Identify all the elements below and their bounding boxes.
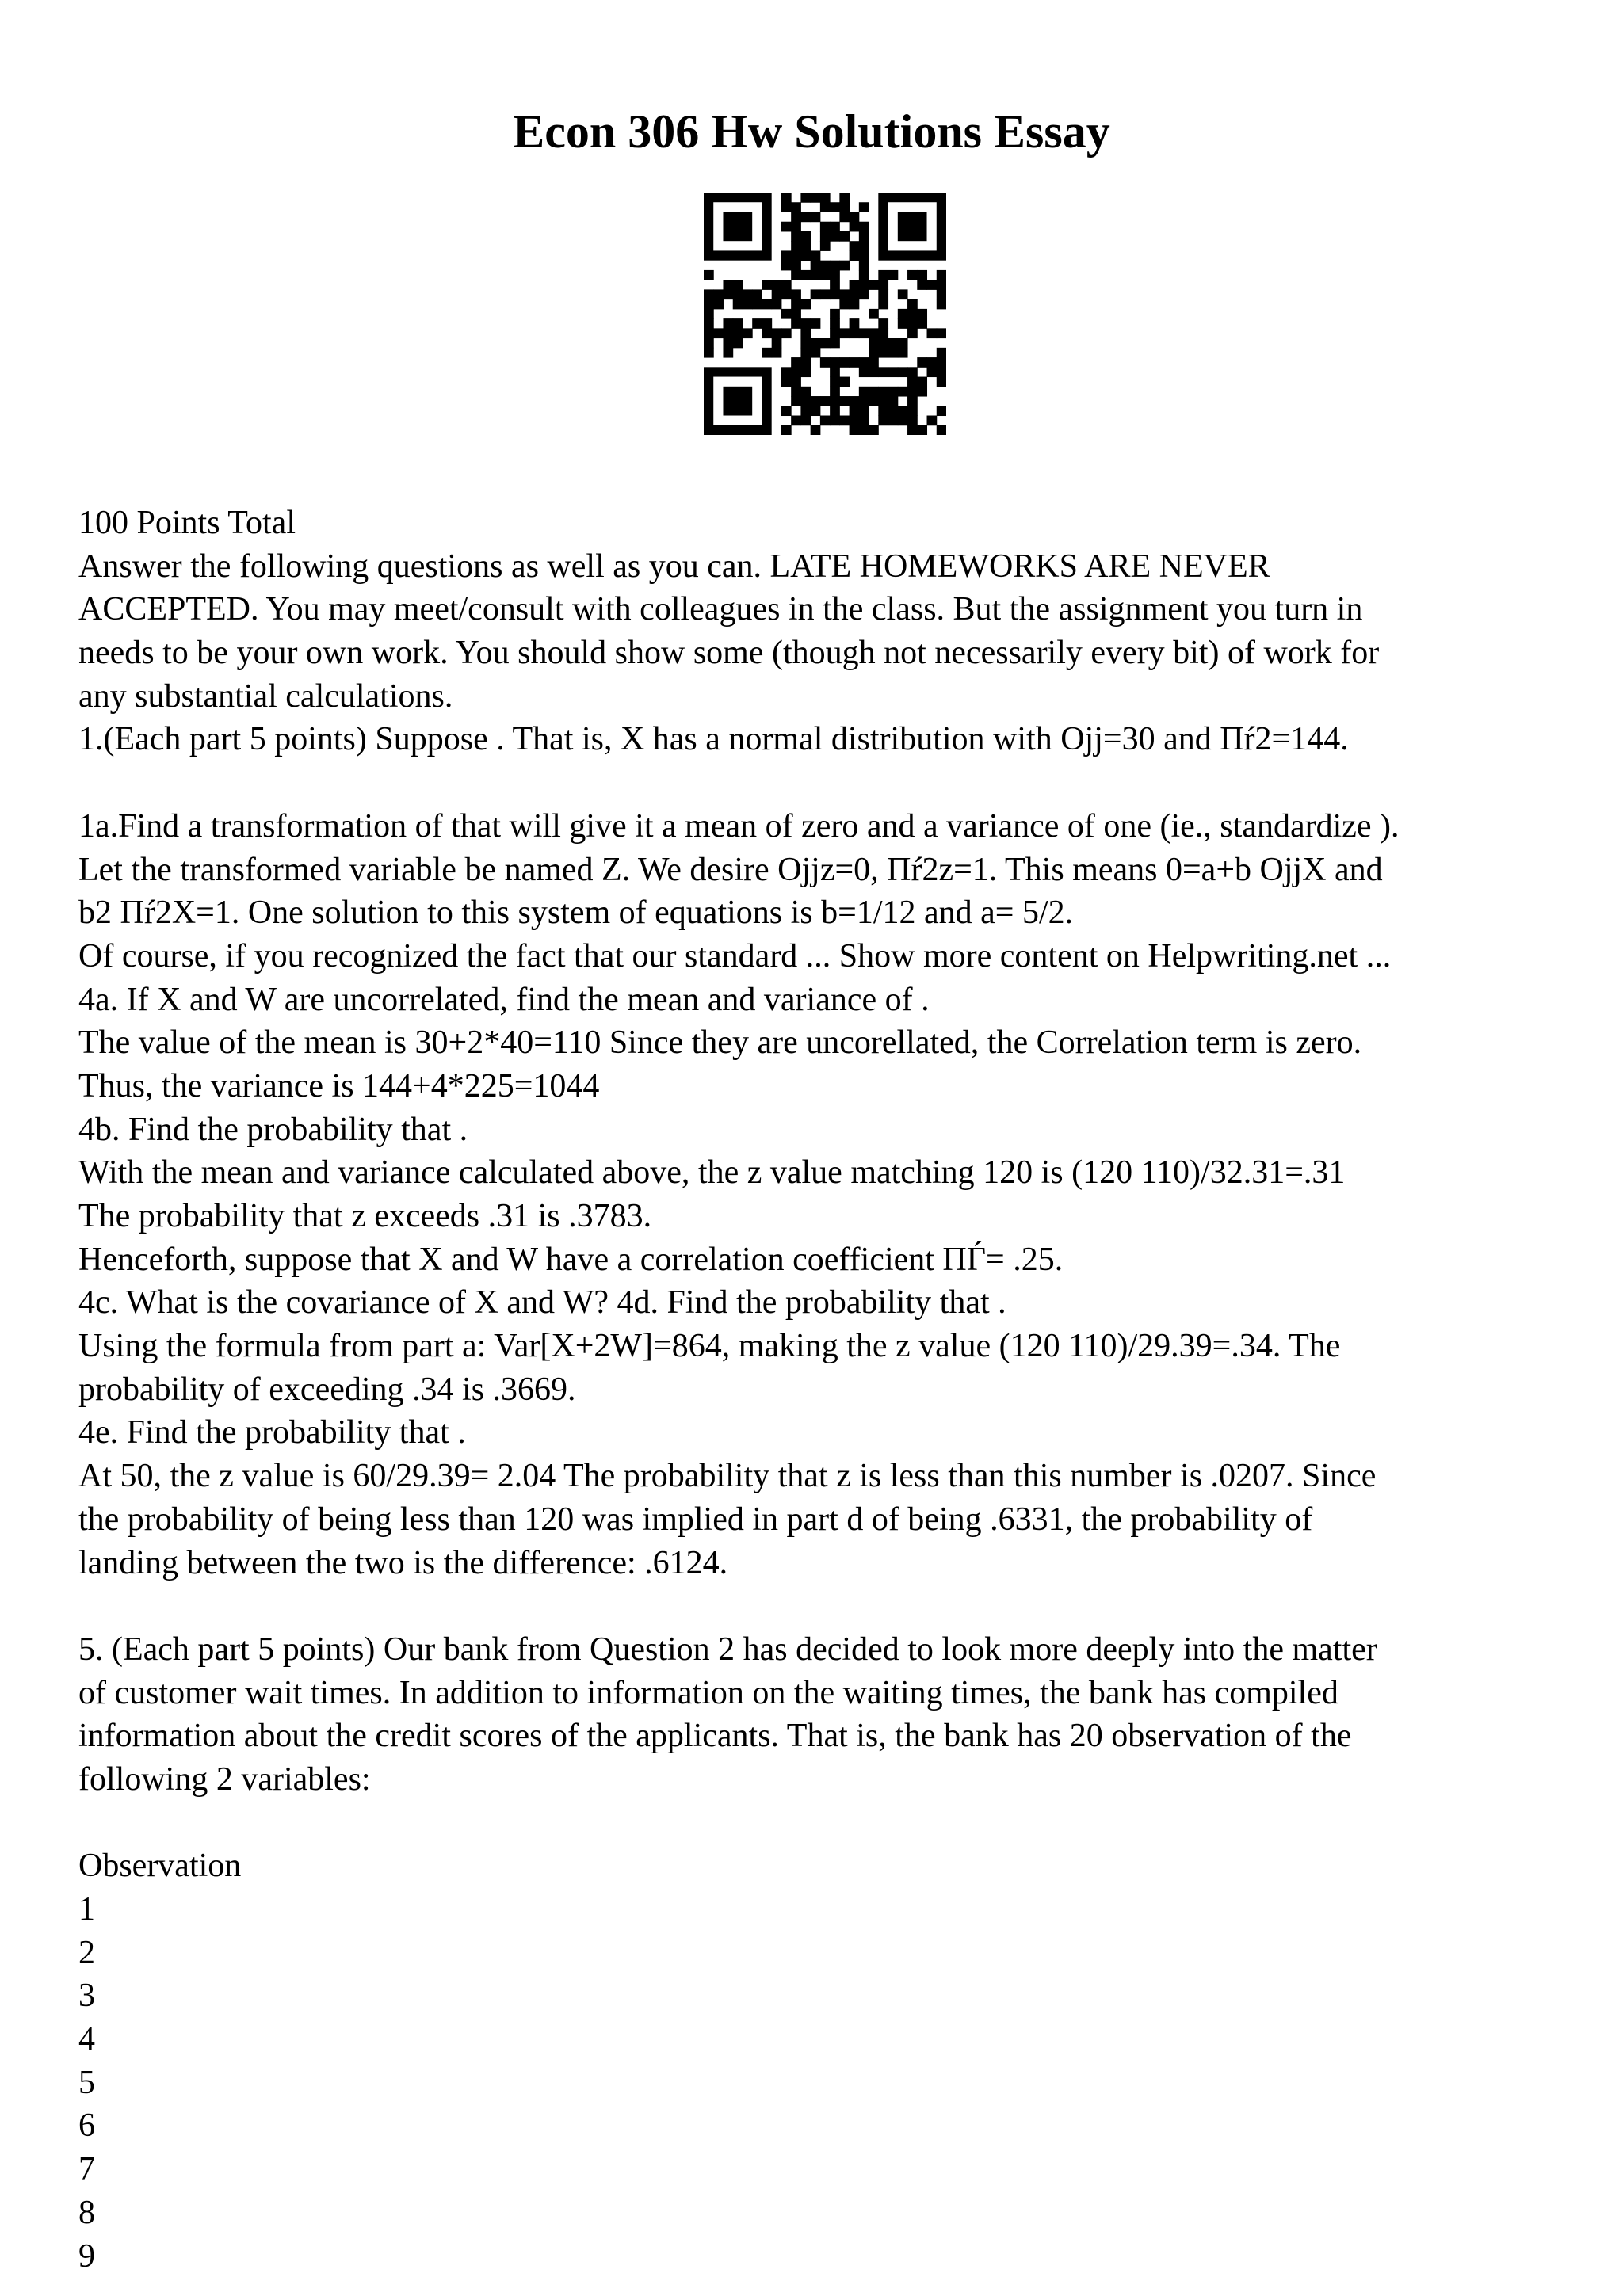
paragraph-line: Thus, the variance is 144+4*225=1044 (78, 1067, 600, 1104)
observation-number: 3 (78, 1978, 95, 2015)
observation-number: 4 (78, 2021, 95, 2058)
paragraph-line: ACCEPTED. You may meet/consult with colleagues in the class. But the assignment you turn in (78, 591, 1363, 628)
paragraph-line: probability of exceeding .34 is .3669. (78, 1371, 576, 1408)
document-title: Econ 306 Hw Solutions Essay (513, 105, 1110, 158)
observation-number: 5 (78, 2064, 95, 2101)
observation-number: 9 (78, 2237, 95, 2275)
paragraph-line: With the mean and variance calculated above, the z value matching 120 is (120 110)/32.31=.31 (78, 1154, 1346, 1192)
paragraph-line: needs to be your own work. You should show some (though not necessarily every bit) of work for (78, 635, 1380, 672)
observation-number: 7 (78, 2151, 95, 2188)
paragraph-line: information about the credit scores of the applicants. That is, the bank has 20 observation of the (78, 1718, 1352, 1755)
observation-number: 6 (78, 2107, 95, 2145)
paragraph-line: Let the transformed variable be named Z. We desire Ojjz=0, Пŕ2z=1. This means 0=a+b OjjX and (78, 851, 1383, 888)
question-5-line: 5. (Each part 5 points) Our bank from Question 2 has decided to look more deeply into the matter (78, 1630, 1377, 1668)
observation-number: 2 (78, 1934, 95, 1971)
document-body (78, 502, 1584, 2278)
blank-line (78, 1585, 1584, 1628)
observation-number: 8 (78, 2194, 95, 2231)
show-more-line: Of course, if you recognized the fact that our standard ... Show more content on Helpwriting.net ... (78, 937, 1392, 974)
paragraph-line: Answer the following questions as well as you can. LATE HOMEWORKS ARE NEVER (78, 547, 1270, 585)
question-1a-line: 1a.Find a transformation of that will give it a mean of zero and a variance of one (ie., standardize ). (78, 807, 1400, 845)
paragraph-line: following 2 variables: (78, 1760, 371, 1798)
blank-line (78, 1802, 1584, 1845)
question-4e-line: 4e. Find the probability that . (78, 1414, 466, 1451)
points-total-line: 100 Points Total (78, 505, 296, 541)
blank-line (78, 761, 1584, 805)
paragraph-line: The probability that z exceeds .31 is .3783. (78, 1198, 652, 1234)
paragraph-line: any substantial calculations. (78, 677, 453, 715)
paragraph-line: The value of the mean is 30+2*40=110 Since they are uncorellated, the Correlation term is zero. (78, 1024, 1362, 1062)
observation-number: 1 (78, 1891, 95, 1928)
paragraph-line: Using the formula from part a: Var[X+2W]=864, making the z value (120 110)/29.39=.34. The (78, 1328, 1341, 1365)
qr-code (704, 193, 946, 435)
question-1-line: 1.(Each part 5 points) Suppose . That is, X has a normal distribution with Ojj=30 and Пŕ2=144. (78, 721, 1349, 758)
paragraph-line: Henceforth, suppose that X and W have a correlation coefficient ПЃ= .25. (78, 1241, 1064, 1278)
paragraph-line: of customer wait times. In addition to information on the waiting times, the bank has compiled (78, 1674, 1338, 1711)
paragraph-line: At 50, the z value is 60/29.39= 2.04 The probability that z is less than this number is .0207. Since (78, 1458, 1377, 1495)
paragraph-line: b2 Пŕ2X=1. One solution to this system of equations is b=1/12 and a= 5/2. (78, 894, 1074, 932)
paragraph-line: the probability of being less than 120 was implied in part d of being .6331, the probability of (78, 1501, 1313, 1538)
observation-header: Observation (78, 1848, 242, 1885)
question-4a-line: 4a. If X and W are uncorrelated, find the mean and variance of . (78, 981, 930, 1018)
question-4b-line: 4b. Find the probability that . (78, 1111, 468, 1148)
question-4c-line: 4c. What is the covariance of X and W? 4d. Find the probability that . (78, 1284, 1006, 1322)
paragraph-line: landing between the two is the difference: .6124. (78, 1544, 728, 1581)
